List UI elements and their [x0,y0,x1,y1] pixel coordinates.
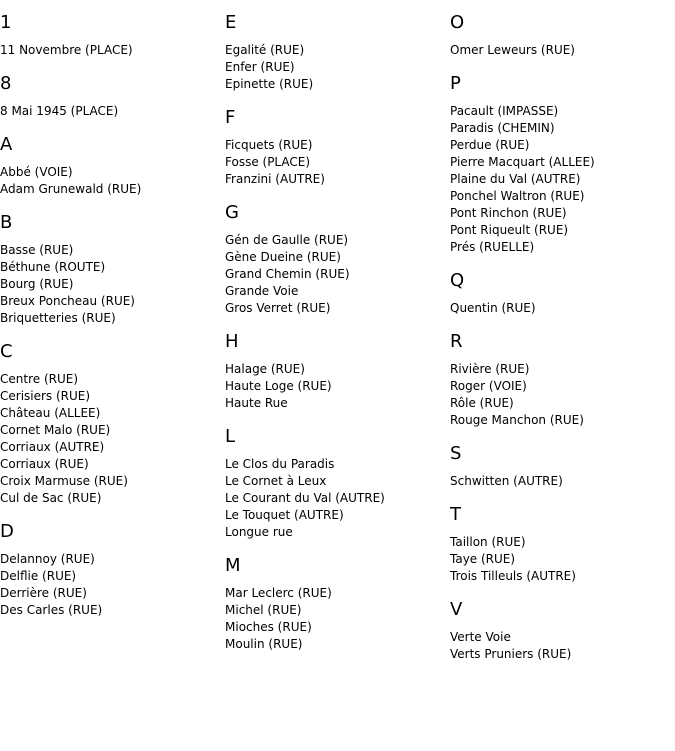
letter-section [0,134,220,198]
street-list [450,473,670,490]
letter-heading: E [225,12,237,33]
letter-section [225,12,445,93]
letter-heading: B [0,212,13,233]
street-name: Béthune (ROUTE) [0,260,106,274]
street-name: Epinette (RUE) [225,77,314,91]
street-name: Rivière (RUE) [450,362,530,376]
street-list [450,103,670,256]
letter-section [225,426,445,541]
street-name: Haute Loge (RUE) [225,379,332,393]
street-list [225,585,445,653]
index-column-2 [225,12,445,667]
letter-section [225,331,445,412]
street-name: Centre (RUE) [0,372,79,386]
letter-section [0,521,220,619]
street-name: Delflie (RUE) [0,569,77,583]
street-name: Pont Rinchon (RUE) [450,206,567,220]
street-list [225,42,445,93]
letter-section [450,270,670,317]
street-name: Ponchel Waltron (RUE) [450,189,585,203]
letter-heading: R [450,331,463,352]
letter-section [450,443,670,490]
street-name: Basse (RUE) [0,243,74,257]
letter-heading: G [225,202,239,223]
letter-heading: 1 [0,12,12,33]
street-list [0,103,220,120]
street-name: Rouge Manchon (RUE) [450,413,584,427]
street-name: Breux Poncheau (RUE) [0,294,135,308]
letter-heading: T [450,504,461,525]
street-name: Plaine du Val (AUTRE) [450,172,581,186]
street-list [450,361,670,429]
street-name: 11 Novembre (PLACE) [0,43,133,57]
street-name: Abbé (VOIE) [0,165,73,179]
street-name: Fosse (PLACE) [225,155,311,169]
letter-section [0,212,220,327]
index-column-1 [0,12,220,633]
street-name: Le Clos du Paradis [225,457,335,471]
street-name: Corriaux (AUTRE) [0,440,105,454]
street-list [450,534,670,585]
street-name: 8 Mai 1945 (PLACE) [0,104,119,118]
street-list [225,361,445,412]
letter-heading: 8 [0,73,12,94]
letter-section [0,12,220,59]
street-name: Mar Leclerc (RUE) [225,586,332,600]
letter-heading: L [225,426,236,447]
street-list [0,551,220,619]
street-name: Gène Dueine (RUE) [225,250,341,264]
letter-heading: C [0,341,13,362]
street-name: Egalité (RUE) [225,43,305,57]
street-name: Pont Riqueult (RUE) [450,223,569,237]
street-name: Schwitten (AUTRE) [450,474,563,488]
letter-section [450,12,670,59]
street-name: Paradis (CHEMIN) [450,121,555,135]
street-name: Château (ALLEE) [0,406,101,420]
street-name: Briquetteries (RUE) [0,311,116,325]
letter-section [0,341,220,507]
street-name: Taye (RUE) [450,552,516,566]
street-name: Le Touquet (AUTRE) [225,508,344,522]
letter-section [450,73,670,256]
letter-section [225,107,445,188]
street-name: Gros Verret (RUE) [225,301,331,315]
street-list [0,371,220,507]
street-name: Grande Voie [225,284,299,298]
letter-heading: H [225,331,239,352]
street-name: Le Cornet à Leux [225,474,327,488]
letter-heading: Q [450,270,465,291]
street-name: Trois Tilleuls (AUTRE) [450,569,576,583]
street-name: Quentin (RUE) [450,301,536,315]
street-name: Pierre Macquart (ALLEE) [450,155,595,169]
street-name: Cerisiers (RUE) [0,389,91,403]
street-name: Gén de Gaulle (RUE) [225,233,349,247]
letter-section [450,599,670,663]
letter-section [225,555,445,653]
street-name: Verte Voie [450,630,511,644]
street-name: Halage (RUE) [225,362,305,376]
street-name: Pacault (IMPASSE) [450,104,559,118]
street-name: Grand Chemin (RUE) [225,267,350,281]
letter-heading: O [450,12,465,33]
letter-heading: V [450,599,463,620]
street-name: Corriaux (RUE) [0,457,89,471]
street-name: Delannoy (RUE) [0,552,95,566]
street-list [0,42,220,59]
street-name: Haute Rue [225,396,288,410]
street-name: Omer Leweurs (RUE) [450,43,575,57]
street-name: Mioches (RUE) [225,620,312,634]
street-list [225,456,445,541]
street-list [0,242,220,327]
street-name: Cornet Malo (RUE) [0,423,111,437]
street-name: Taillon (RUE) [450,535,526,549]
street-name: Croix Marmuse (RUE) [0,474,128,488]
street-name: Adam Grunewald (RUE) [0,182,142,196]
street-list [225,137,445,188]
street-name: Michel (RUE) [225,603,302,617]
letter-section [450,504,670,585]
letter-heading: M [225,555,241,576]
letter-heading: S [450,443,462,464]
street-list [450,629,670,663]
letter-section [0,73,220,120]
letter-heading: D [0,521,14,542]
letter-heading: F [225,107,236,128]
index-column-3 [450,12,670,677]
street-list [225,232,445,317]
street-list [0,164,220,198]
street-name: Verts Pruniers (RUE) [450,647,572,661]
street-name: Ficquets (RUE) [225,138,313,152]
street-name: Derrière (RUE) [0,586,87,600]
street-list [450,300,670,317]
letter-section [450,331,670,429]
street-list [450,42,670,59]
street-name: Enfer (RUE) [225,60,295,74]
street-name: Moulin (RUE) [225,637,303,651]
letter-heading: P [450,73,461,94]
street-name: Cul de Sac (RUE) [0,491,102,505]
letter-section [225,202,445,317]
street-name: Longue rue [225,525,293,539]
street-name: Rôle (RUE) [450,396,514,410]
street-name: Prés (RUELLE) [450,240,535,254]
street-name: Le Courant du Val (AUTRE) [225,491,385,505]
street-name: Perdue (RUE) [450,138,530,152]
letter-heading: A [0,134,13,155]
street-name: Des Carles (RUE) [0,603,103,617]
street-name: Franzini (AUTRE) [225,172,325,186]
street-name: Bourg (RUE) [0,277,74,291]
street-name: Roger (VOIE) [450,379,527,393]
